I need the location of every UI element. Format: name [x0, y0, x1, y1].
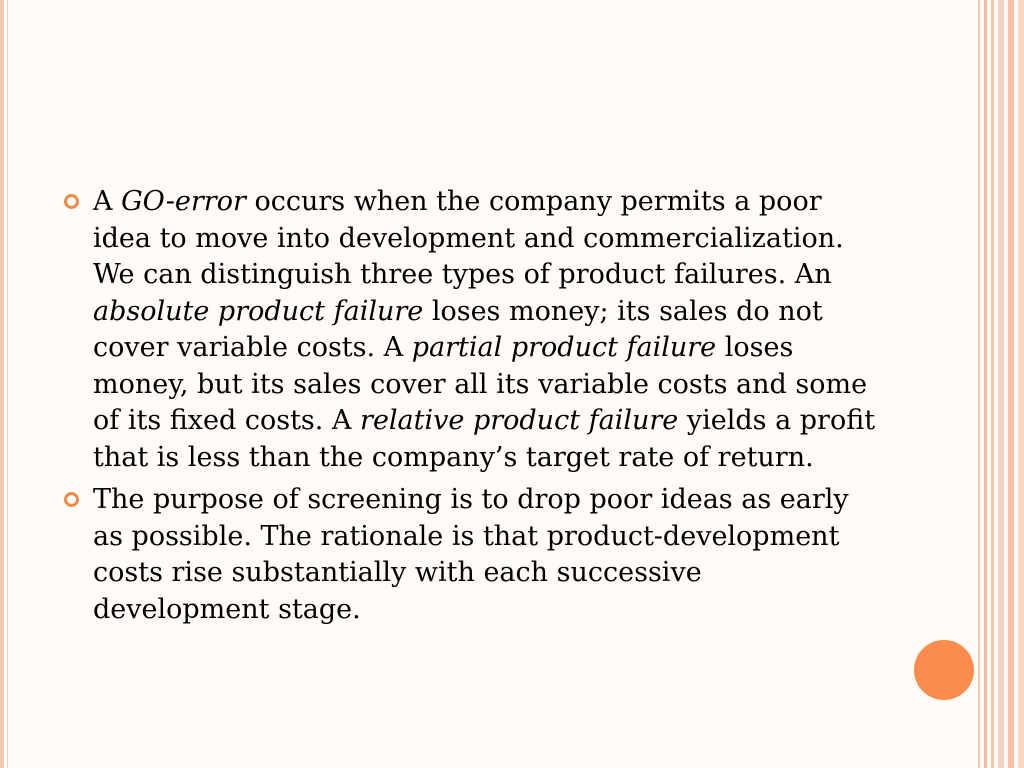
left-border-inner-line [7, 0, 8, 768]
italic-term: partial product failure [411, 332, 717, 363]
accent-circle [914, 640, 974, 700]
bullet-item [60, 482, 880, 628]
text-segment: A [93, 186, 122, 217]
stripe [1008, 0, 1014, 768]
bullet-item [60, 184, 880, 476]
text-segment: loses money; its sales do not cover variable costs. A [93, 295, 823, 363]
text-segment: occurs when the company permits a poor idea to move into development and commercialization. We can distinguish three types of product failures. An [93, 186, 844, 290]
italic-term: GO-error [121, 186, 246, 217]
stripe [978, 0, 980, 768]
stripe [984, 0, 987, 768]
left-border-line [0, 0, 4, 768]
text-segment: The purpose of screening is to drop poor ideas as early as possible. The rationale is that product-development costs rise substantially with each successive development stage. [93, 484, 849, 625]
stripe [1018, 0, 1024, 768]
slide-body [60, 184, 880, 634]
bullet-text [93, 484, 849, 625]
ring-bullet-icon [64, 194, 79, 209]
bullet-list [60, 184, 880, 628]
text-segment: yields a profit that is less than the company’s target rate of return. [93, 405, 876, 473]
ring-bullet-icon [64, 492, 79, 507]
bullet-text [93, 186, 875, 473]
right-decorative-stripes [978, 0, 1024, 768]
stripe [991, 0, 994, 768]
italic-term: relative product failure [360, 405, 679, 436]
italic-term: absolute product failure [93, 295, 424, 327]
stripe [998, 0, 1004, 768]
text-segment: loses money, but its sales cover all its variable costs and some of its fixed costs. A [93, 332, 868, 436]
